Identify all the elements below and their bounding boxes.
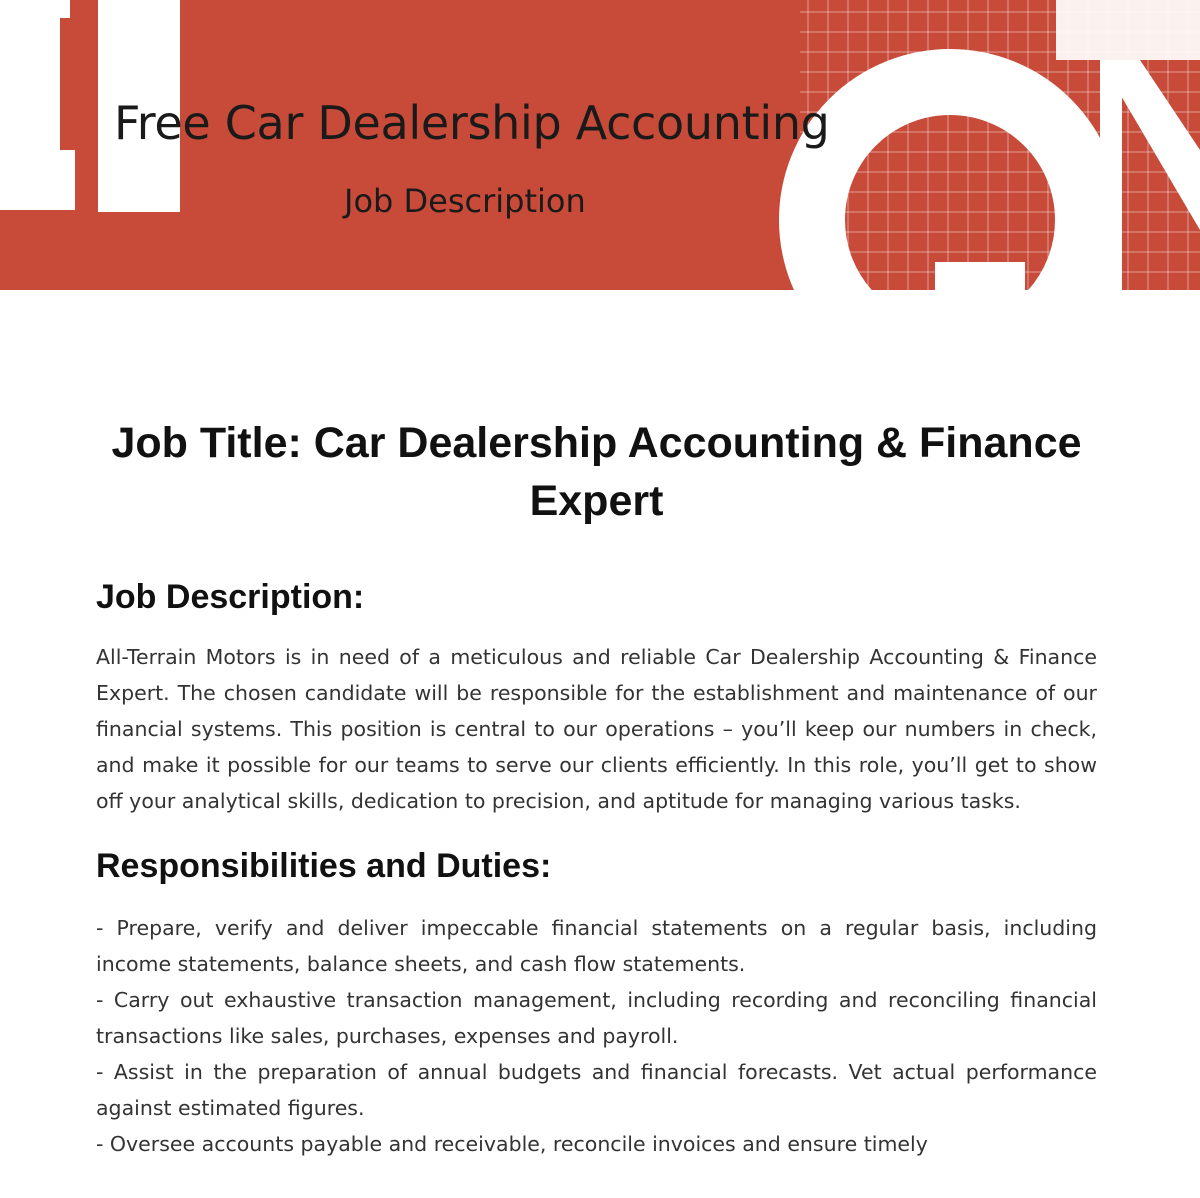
list-item: - Prepare, verify and deliver impeccable financial statements on a regular basis, including income statements, balance sheets, and cash flow statements.: [96, 916, 1097, 976]
banner-title: Free Car Dealership Accounting: [114, 96, 830, 150]
list-item: - Assist in the preparation of annual budgets and financial forecasts. Vet actual performance against estimated figures.: [96, 1060, 1097, 1120]
job-description-text: All-Terrain Motors is in need of a meticulous and reliable Car Dealership Accounting & Finance Expert. The chosen candidate will be responsible for the establishment and maintenance of our financial systems. This position is central to our operations – you’ll keep our numbers in check, and make it possible for our teams to serve our clients efficiently. In this role, you’ll get to show off your analytical skills, dedication to precision, and aptitude for managing various tasks.: [96, 645, 1097, 813]
header-banner: [0, 0, 1200, 290]
letter-n-decoration: [1100, 60, 1200, 290]
responsibilities-heading: Responsibilities and Duties:: [96, 847, 552, 885]
job-title: Job Title: Car Dealership Accounting & Finance Expert: [111, 419, 1082, 525]
letter-q-decoration: [812, 82, 1088, 290]
banner-subtitle: Job Description: [344, 182, 586, 220]
job-description-heading: Job Description:: [96, 578, 365, 616]
list-item: - Oversee accounts payable and receivable, reconcile invoices and ensure timely: [96, 1132, 928, 1156]
responsibilities-list: [96, 910, 1097, 1162]
document-body: [96, 414, 1097, 1162]
list-item: - Carry out exhaustive transaction management, including recording and reconciling financial transactions like sales, purchases, expenses and payroll.: [96, 988, 1097, 1048]
